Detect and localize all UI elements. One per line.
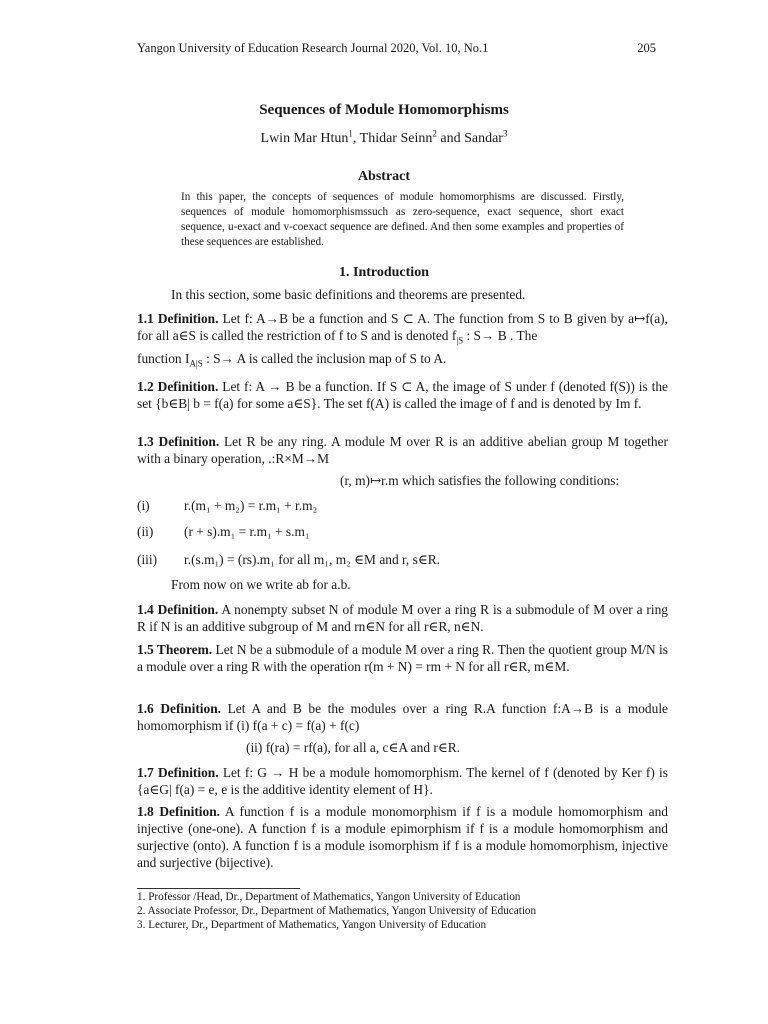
condition-label: (iii) [137,552,158,567]
abstract-heading: Abstract [357,169,411,184]
definition-label: 1.1 Definition. [137,311,219,326]
journal-citation: Yangon University of Education Research Journal 2020, Vol. 10, No.1 [137,41,489,55]
author-3: Sandar [464,131,503,146]
notation-note: From now on we write ab for a.b. [171,577,351,592]
author-separator: and [436,131,465,146]
definition-label: 1.8 Definition. [137,804,221,819]
condition-3: r.(s.m₁) = (rs).m₁ for all m₁, m₂ ∈M and r, s∈R. [184,552,441,567]
restriction-subscript: |S [456,335,464,346]
definition-text: A function f is a module monomorphism if f is a module homomorphism and injective (one-one). A function f is a module epimorphism if f is a module homomorphism and surjective (onto). A function f is a module isomorphism if f is a module homomorphism, injective and surjective (bijective). [137,804,668,870]
condition-label: (ii) [137,524,154,539]
footnote-divider [137,888,300,889]
definition-text: Let f: A → B be a function. If S ⊂ A, the image of S under f (denoted f(S)) is the set {b∈B| b = f(a) for some a∈S}. The set f(A) is called the image of f and is denoted by Im f. [137,379,668,411]
author-line [0,128,768,147]
restriction-symbol: f [451,328,457,343]
homomorphism-condition-2: (ii) f(ra) = rf(a), for all a, c∈A and r∈R. [246,740,461,755]
definition-1-3 [137,433,668,467]
definition-text: Let f: G → H be a module homomorphism. The kernel of f (denoted by Ker f) is {a∈G| f(a) = e, e is the additive identity element of H}. [137,765,668,797]
theorem-text: Let N be a submodule of a module M over a ring R. Then the quotient group M/N is a module over a ring R with the operation r(m + N) = rm + N for all r∈R, m∈M. [137,642,668,674]
restriction-map: : S→ B . The [463,328,538,343]
condition-2: (r + s).m₁ = r.m₁ + s.m₁ [184,524,310,539]
condition-label: (i) [137,498,150,513]
paper-title: Sequences of Module Homomorphisms [259,102,509,118]
author-3-mark: 3 [502,128,508,139]
theorem-label: 1.5 Theorem. [137,642,213,657]
definition-text: Let A and B be the modules over a ring R.A function f:A→B is a module homomorphism if (i) f(a + c) = f(a) + f(c) [137,701,668,733]
definition-text: Let f: A→B be a function and S ⊂ A. The function from S to B given by a↦f(a), for all a∈S is called the restriction of f to S and is denoted [137,311,668,343]
inclusion-map-line [137,351,446,367]
author-1: Lwin Mar Htun [260,131,349,146]
inclusion-subscript: A|S [189,358,203,369]
definition-1-2 [137,378,668,412]
author-1-mark: 1 [348,128,353,139]
author-2-mark: 2 [432,128,437,139]
section-heading: 1. Introduction [339,265,429,280]
definition-label: 1.3 Definition. [137,434,220,449]
abstract-text: In this paper, the concepts of sequences of module homomorphisms are discussed. Firstly, sequences of module homomorphismssuch as zero-sequence, exact sequence, short exact sequence, u-exact and v-coexact sequence are defined. And then some examples and properties of these sequences are established. [181,191,624,248]
condition-1: r.(m₁ + m₂) = r.m₁ + r.m₂ [184,498,318,513]
intro-lead: In this section, some basic definitions and theorems are presented. [171,287,526,302]
definition-1-4 [137,601,668,635]
definition-1-1 [137,310,668,344]
definition-1-6 [137,700,668,734]
definition-label: 1.4 Definition. [137,602,219,617]
definition-1-7 [137,764,668,798]
inclusion-text-tail: : S→ A is called the inclusion map of S to A. [202,351,447,366]
definition-text: A nonempty subset N of module M over a ring R is a submodule of M over a ring R if N is an additive subgroup of M and rn∈N for all r∈R, n∈N. [137,602,668,634]
page-number: 205 [637,41,656,55]
definition-label: 1.7 Definition. [137,765,219,780]
footnote-1: 1. Professor /Head, Dr., Department of Mathematics, Yangon University of Education [137,891,521,903]
definition-label: 1.2 Definition. [137,379,219,394]
inclusion-text: function I [137,351,190,366]
footnote-3: 3. Lecturer, Dr., Department of Mathematics, Yangon University of Education [137,919,487,931]
running-header [137,41,656,56]
author-separator: , [352,131,360,146]
author-2: Thidar Seinn [359,131,433,146]
footnote-2: 2. Associate Professor, Dr., Department of Mathematics, Yangon University of Education [137,905,537,917]
definition-label: 1.6 Definition. [137,701,221,716]
definition-text: Let R be any ring. A module M over R is an additive abelian group M together with a binary operation, .:R×M→M [137,434,668,466]
module-action-map: (r, m)↦r.m which satisfies the following conditions: [340,473,620,488]
definition-1-8 [137,803,668,871]
theorem-1-5 [137,641,668,675]
